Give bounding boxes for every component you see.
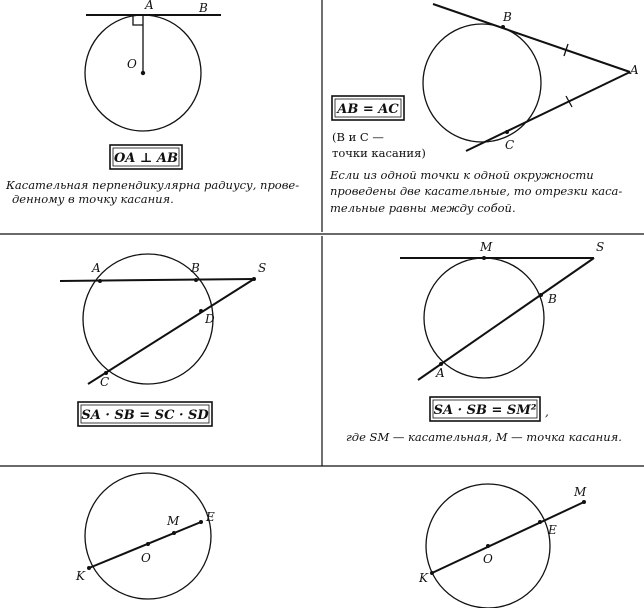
label-a: A	[436, 366, 445, 380]
label-a: A	[145, 0, 154, 12]
label-c: C	[100, 375, 110, 389]
point-s	[252, 277, 256, 281]
circle-5	[85, 473, 211, 599]
note-line-2: точки касания)	[332, 146, 426, 160]
point-e	[538, 520, 542, 524]
label-o: O	[127, 57, 137, 71]
center-point-o	[141, 71, 145, 75]
label-o: O	[483, 552, 493, 566]
panel-intersecting-chords-diameter	[75, 473, 215, 599]
point-m	[482, 256, 486, 260]
label-a: A	[630, 63, 639, 77]
point-k	[430, 571, 434, 575]
formula-text: SA · SB = SM²	[433, 403, 537, 418]
formula-text: OA ⊥ AB	[113, 151, 179, 166]
caption-line-1: Если из одной точки к одной окружности	[330, 168, 594, 182]
label-d: D	[205, 312, 215, 326]
label-k: K	[76, 569, 85, 583]
formula-text: SA · SB = SC · SD	[81, 408, 209, 423]
label-o: O	[141, 551, 151, 565]
label-m: M	[574, 485, 587, 499]
center-point-o	[486, 544, 490, 548]
label-m: M	[167, 514, 180, 528]
point-a	[98, 279, 102, 283]
label-a: A	[92, 261, 101, 275]
panel-two-tangents	[329, 4, 639, 215]
point-b	[501, 25, 505, 29]
note-line-1: (B и C —	[332, 130, 384, 144]
point-m	[582, 500, 586, 504]
circle-4	[424, 258, 544, 378]
tangent-ab	[433, 4, 630, 72]
point-m	[172, 531, 176, 535]
caption-line-3: тельные равны между собой.	[330, 201, 516, 215]
label-s: S	[258, 261, 267, 275]
point-k	[87, 566, 91, 570]
panel-tangent-perpendicular	[5, 0, 299, 206]
caption-line-1: Касательная перпендикулярна радиусу, прове-	[6, 178, 300, 192]
caption-line-2: проведены две касательные, то отрезки каса-	[330, 184, 623, 198]
caption: где SM — касательная, M — точка касания.	[346, 430, 622, 444]
right-angle-mark	[133, 15, 143, 25]
secant-mk	[432, 502, 584, 573]
label-c: C	[505, 138, 515, 152]
label-k: K	[419, 571, 428, 585]
tangent-ac	[466, 72, 630, 151]
secant-scd	[88, 279, 254, 384]
secant-sab	[60, 279, 254, 281]
point-c	[505, 130, 509, 134]
label-e: E	[548, 523, 557, 537]
label-b: B	[548, 292, 557, 306]
center-point-o	[146, 542, 150, 546]
point-b	[539, 293, 543, 297]
label-s: S	[596, 240, 605, 254]
panel-secant-through-center	[418, 484, 587, 608]
caption-line-2: денному в точку касания.	[12, 192, 174, 206]
label-b: B	[503, 10, 512, 24]
label-b: B	[199, 1, 208, 15]
secant-sba	[418, 258, 594, 380]
formula-text: AB = AC	[337, 102, 399, 117]
point-b	[194, 278, 198, 282]
label-b: B	[191, 261, 200, 275]
label-e: E	[206, 510, 215, 524]
point-d	[199, 309, 203, 313]
label-m: M	[480, 240, 493, 254]
panel-two-secants	[60, 254, 266, 426]
formula-comma: ,	[545, 405, 549, 419]
point-e	[199, 520, 203, 524]
panel-secant-tangent	[346, 240, 622, 444]
